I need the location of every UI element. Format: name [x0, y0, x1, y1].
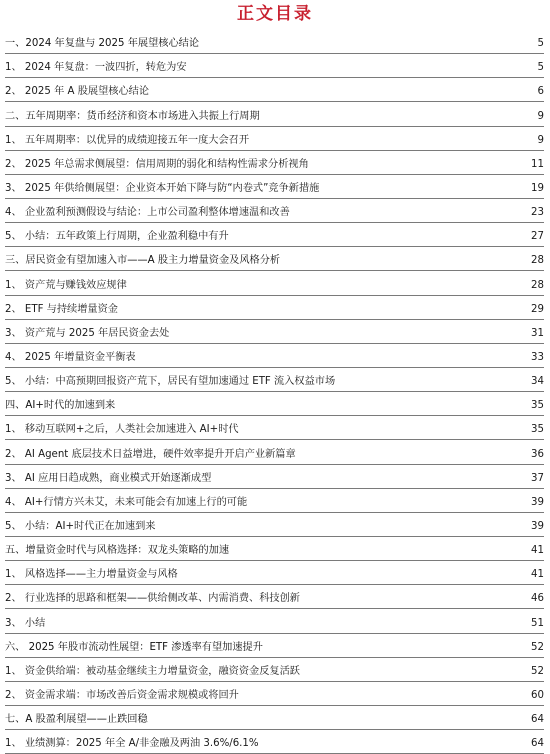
toc-item-row[interactable] — [5, 127, 544, 151]
toc-page-number: 35 — [531, 400, 544, 412]
toc-item-row[interactable] — [5, 561, 544, 585]
toc-entry-title: 四、AI+时代的加速到来 — [5, 400, 116, 412]
toc-entry-title: 2、 行业选择的思路和框架——供给侧改革、内需消费、科技创新 — [5, 593, 300, 605]
toc-entry-title: 2、 ETF 与持续增量资金 — [5, 303, 118, 315]
toc-entry-title: 1、 业绩测算：2025 年全 A/非金融及两油 3.6%/6.1% — [5, 738, 259, 750]
toc-item-row[interactable] — [5, 271, 544, 295]
toc-page-number: 31 — [531, 327, 544, 339]
toc-section-row[interactable] — [5, 537, 544, 561]
toc-page-number: 19 — [531, 182, 544, 194]
toc-page-number: 41 — [531, 545, 544, 557]
toc-entry-title: 5、 小结：中高预期回报资产荒下，居民有望加速通过 ETF 流入权益市场 — [5, 376, 336, 388]
toc-page-number: 29 — [531, 303, 544, 315]
toc-page-number: 11 — [531, 158, 544, 170]
toc-item-row[interactable] — [5, 730, 544, 754]
toc-page-number: 35 — [531, 424, 544, 436]
page-title: 正文目录 — [237, 4, 313, 24]
table-of-contents — [5, 30, 544, 754]
toc-item-row[interactable] — [5, 416, 544, 440]
toc-page-number: 39 — [531, 496, 544, 508]
toc-entry-title: 2、 资金需求端：市场改善后资金需求规模或将回升 — [5, 689, 239, 701]
toc-item-row[interactable] — [5, 368, 544, 392]
toc-entry-title: 二、五年周期率：货币经济和资本市场进入共振上行周期 — [5, 110, 260, 122]
toc-page-number: 36 — [531, 448, 544, 460]
toc-entry-title: 3、 小结 — [5, 617, 46, 629]
toc-entry-title: 5、 小结：五年政策上行周期，企业盈利稳中有升 — [5, 231, 229, 243]
toc-entry-title: 六、 2025 年股市流动性展望：ETF 渗透率有望加速提升 — [5, 641, 263, 653]
toc-page-number: 51 — [531, 617, 544, 629]
toc-section-row[interactable] — [5, 247, 544, 271]
toc-page-number: 27 — [531, 231, 544, 243]
toc-item-row[interactable] — [5, 344, 544, 368]
toc-page-number: 34 — [531, 376, 544, 388]
toc-section-row[interactable] — [5, 102, 544, 126]
toc-page-number: 52 — [531, 641, 544, 653]
toc-page-number: 5 — [537, 38, 544, 50]
toc-entry-title: 5、 小结：AI+时代正在加速到来 — [5, 520, 156, 532]
toc-entry-title: 1、 五年周期率：以优异的成绩迎接五年一度大会召开 — [5, 134, 250, 146]
toc-entry-title: 4、 企业盈利预测假设与结论：上市公司盈利整体增速温和改善 — [5, 207, 290, 219]
toc-page-number: 9 — [537, 110, 544, 122]
toc-page-number: 5 — [537, 62, 544, 74]
toc-item-row[interactable] — [5, 489, 544, 513]
toc-section-row[interactable] — [5, 392, 544, 416]
toc-entry-title: 1、 移动互联网+之后，人类社会加速进入 AI+时代 — [5, 424, 239, 436]
toc-item-row[interactable] — [5, 658, 544, 682]
toc-item-row[interactable] — [5, 296, 544, 320]
toc-entry-title: 2、 AI Agent 底层技术日益增进，硬件效率提升开启产业新篇章 — [5, 448, 296, 460]
toc-item-row[interactable] — [5, 682, 544, 706]
toc-entry-title: 1、 风格选择——主力增量资金与风格 — [5, 569, 178, 581]
toc-entry-title: 3、 2025 年供给侧展望：企业资本开始下降与防“内卷式”竞争新措施 — [5, 182, 320, 194]
toc-page-number: 46 — [531, 593, 544, 605]
toc-page-number: 60 — [531, 689, 544, 701]
toc-page-number: 64 — [531, 738, 544, 750]
toc-item-row[interactable] — [5, 199, 544, 223]
toc-entry-title: 三、居民资金有望加速入市——A 股主力增量资金及风格分析 — [5, 255, 281, 267]
toc-entry-title: 七、A 股盈利展望——止跌回稳 — [5, 714, 148, 726]
toc-page-number: 37 — [531, 472, 544, 484]
toc-item-row[interactable] — [5, 465, 544, 489]
toc-item-row[interactable] — [5, 609, 544, 633]
toc-section-row[interactable] — [5, 30, 544, 54]
toc-page-number: 39 — [531, 520, 544, 532]
toc-entry-title: 1、 资金供给端：被动基金继续主力增量资金，融资资金反复活跃 — [5, 665, 300, 677]
toc-page-number: 33 — [531, 351, 544, 363]
toc-entry-title: 3、 AI 应用日趋成熟，商业模式开始逐渐成型 — [5, 472, 212, 484]
toc-item-row[interactable] — [5, 440, 544, 464]
toc-entry-title: 4、 AI+行情方兴未艾，未来可能会有加速上行的可能 — [5, 496, 248, 508]
toc-page-number: 23 — [531, 207, 544, 219]
toc-entry-title: 1、 2024 年复盘：一波四折，转危为安 — [5, 62, 187, 74]
toc-entry-title: 3、 资产荒与 2025 年居民资金去处 — [5, 327, 170, 339]
toc-item-row[interactable] — [5, 78, 544, 102]
toc-entry-title: 1、 资产荒与赚钱效应规律 — [5, 279, 127, 291]
toc-item-row[interactable] — [5, 151, 544, 175]
toc-page-number: 28 — [531, 255, 544, 267]
toc-item-row[interactable] — [5, 54, 544, 78]
toc-section-row[interactable] — [5, 634, 544, 658]
toc-entry-title: 2、 2025 年总需求侧展望：信用周期的弱化和结构性需求分析视角 — [5, 158, 309, 170]
toc-item-row[interactable] — [5, 513, 544, 537]
toc-entry-title: 4、 2025 年增量资金平衡表 — [5, 351, 136, 363]
toc-item-row[interactable] — [5, 223, 544, 247]
toc-entry-title: 五、增量资金时代与风格选择：双龙头策略的加速 — [5, 545, 230, 557]
toc-page-number: 6 — [537, 86, 544, 98]
toc-section-row[interactable] — [5, 706, 544, 730]
toc-item-row[interactable] — [5, 320, 544, 344]
toc-page-number: 28 — [531, 279, 544, 291]
toc-item-row[interactable] — [5, 175, 544, 199]
toc-page-number: 52 — [531, 665, 544, 677]
toc-item-row[interactable] — [5, 585, 544, 609]
toc-page-number: 41 — [531, 569, 544, 581]
toc-entry-title: 2、 2025 年 A 股展望核心结论 — [5, 86, 150, 98]
toc-page-number: 64 — [531, 714, 544, 726]
toc-page-number: 9 — [537, 134, 544, 146]
toc-entry-title: 一、2024 年复盘与 2025 年展望核心结论 — [5, 38, 200, 50]
